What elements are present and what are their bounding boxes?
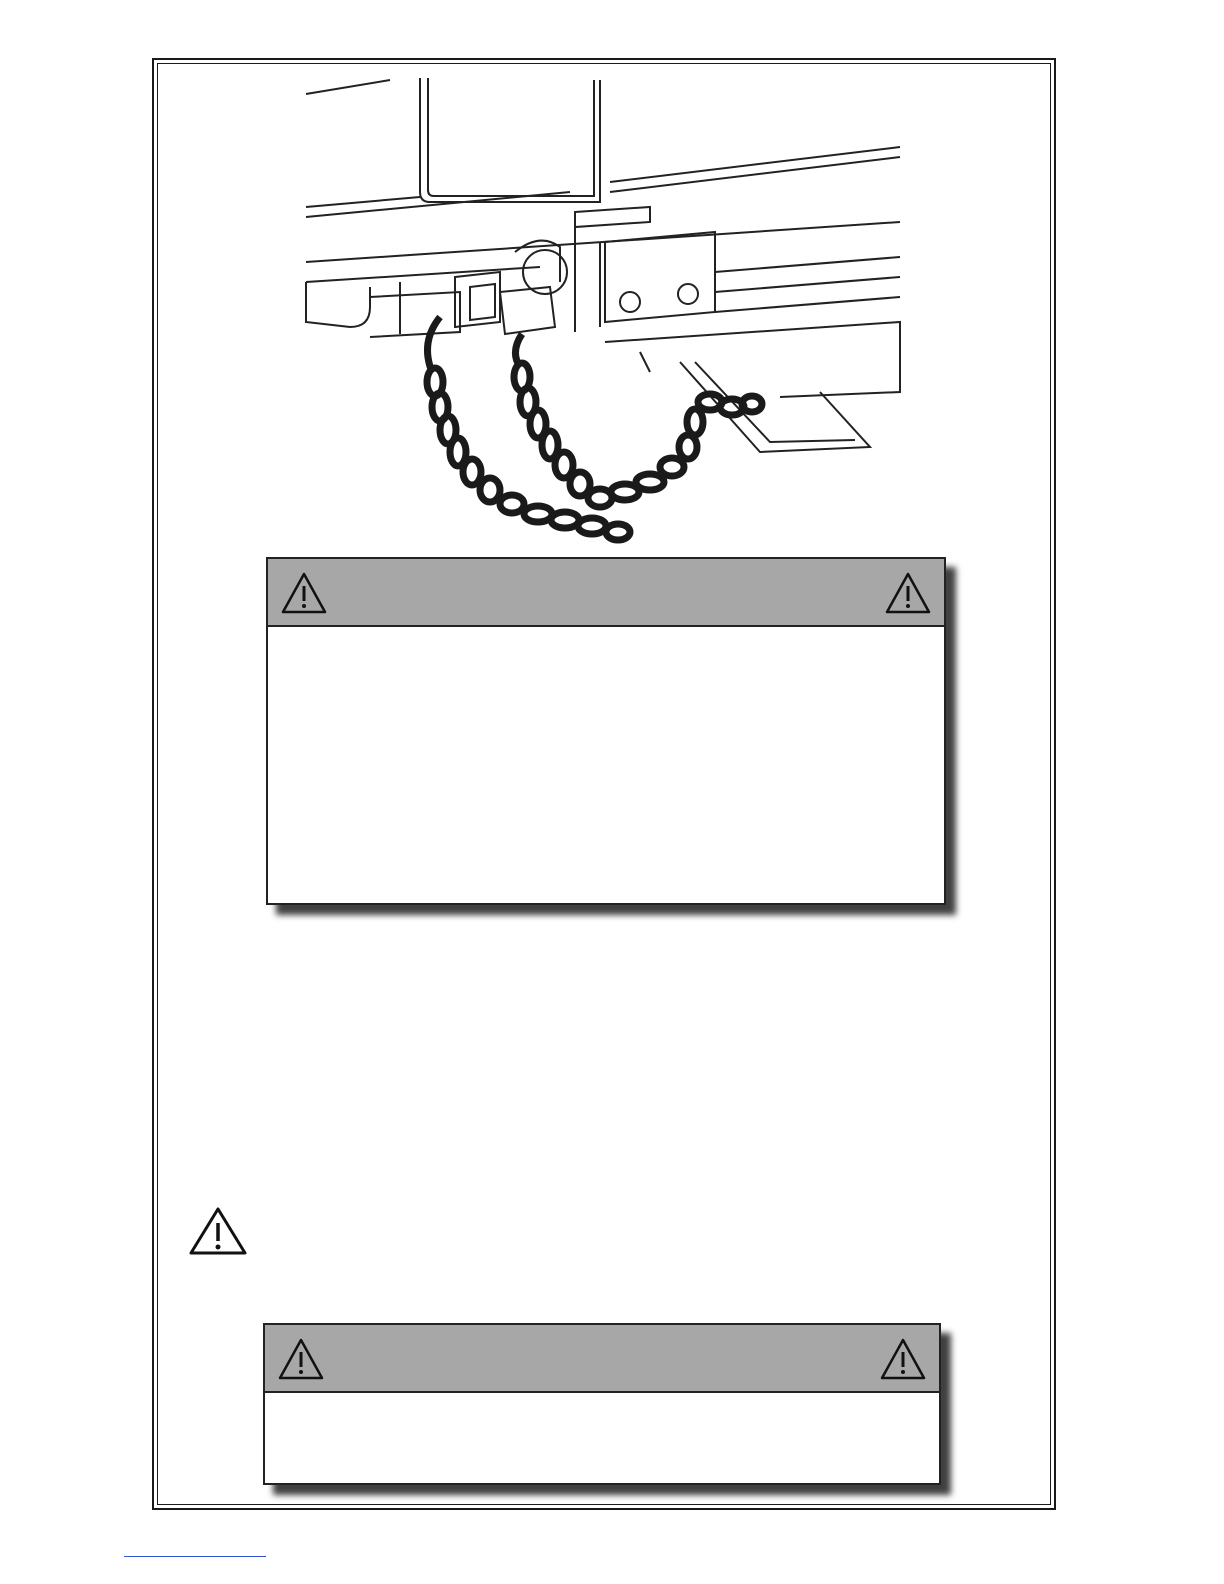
warning-box-1-header xyxy=(268,559,944,627)
warning-box-2 xyxy=(263,1323,941,1485)
warning-triangle-icon xyxy=(280,571,328,615)
warning-triangle-icon xyxy=(879,1337,927,1381)
warning-box-2-header xyxy=(265,1325,939,1393)
warning-box-1 xyxy=(266,557,946,905)
safety-chain-hitch-illustration xyxy=(300,72,910,552)
warning-triangle-icon xyxy=(188,1206,248,1256)
warning-triangle-icon xyxy=(277,1337,325,1381)
footer-link-underline xyxy=(124,1556,266,1557)
warning-triangle-icon xyxy=(884,571,932,615)
